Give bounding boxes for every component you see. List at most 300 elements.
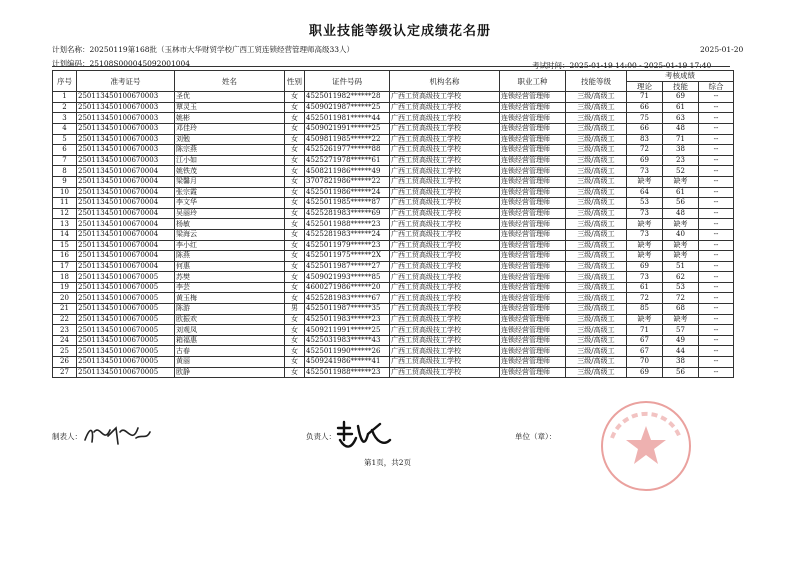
cell-id: 4525011985******87 [305,198,390,209]
table-row [53,314,734,325]
cell-overall: -- [699,155,734,166]
cell-level: 三级/高级工 [566,229,627,240]
cell-ticket: 250113450100670005 [77,357,175,368]
cell-seq: 16 [53,251,77,262]
cell-org: 广西工贸高级技工学校 [390,240,500,251]
cell-org: 广西工贸高级技工学校 [390,145,500,156]
cell-theory: 72 [627,293,663,304]
cell-theory: 66 [627,102,663,113]
cell-gender: 女 [285,102,305,113]
document-date: 2025-01-20 [700,45,744,54]
cell-overall: -- [699,282,734,293]
cell-theory: 75 [627,113,663,124]
col-seq: 序号 [53,71,77,92]
cell-overall: -- [699,166,734,177]
col-gender: 性别 [285,71,305,92]
cell-ticket: 250113450100670003 [77,102,175,113]
cell-theory: 85 [627,304,663,315]
cell-gender: 女 [285,272,305,283]
table-row [53,304,734,315]
preparer-signature [82,422,152,448]
cell-org: 广西工贸高级技工学校 [390,335,500,346]
cell-skill: 72 [663,293,699,304]
cell-seq: 11 [53,198,77,209]
cell-org: 广西工贸高级技工学校 [390,219,500,230]
cell-id: 4525011988******23 [305,219,390,230]
cell-name: 张宗霞 [175,187,285,198]
cell-seq: 4 [53,123,77,134]
cell-overall: -- [699,367,734,378]
cell-skill: 缺考 [663,251,699,262]
cell-overall: -- [699,219,734,230]
cell-overall: -- [699,272,734,283]
cell-name: 李小红 [175,240,285,251]
cell-skill: 49 [663,335,699,346]
table-row [53,261,734,272]
cell-id: 4525011986******24 [305,187,390,198]
cell-skill: 51 [663,261,699,272]
table-row [53,357,734,368]
cell-overall: -- [699,346,734,357]
cell-job: 连锁经营管理师 [500,198,566,209]
cell-gender: 女 [285,293,305,304]
cell-theory: 64 [627,187,663,198]
cell-level: 三级/高级工 [566,240,627,251]
cell-overall: -- [699,208,734,219]
cell-gender: 女 [285,261,305,272]
cell-gender: 女 [285,134,305,145]
cell-overall: -- [699,304,734,315]
cell-theory: 71 [627,325,663,336]
score-roster-table [52,70,734,378]
table-row [53,229,734,240]
cell-seq: 7 [53,155,77,166]
cell-overall: -- [699,251,734,262]
cell-job: 连锁经营管理师 [500,219,566,230]
table-row [53,92,734,103]
table-row [53,176,734,187]
cell-id: 4509241986******41 [305,357,390,368]
cell-id: 4509811985******22 [305,134,390,145]
cell-seq: 23 [53,325,77,336]
cell-gender: 女 [285,145,305,156]
cell-name: 邓佳玲 [175,123,285,134]
cell-theory: 缺考 [627,219,663,230]
cell-job: 连锁经营管理师 [500,357,566,368]
cell-id: 4525011990******26 [305,346,390,357]
cell-id: 4525261977******88 [305,145,390,156]
cell-id: 4525031983******43 [305,335,390,346]
cell-gender: 女 [285,251,305,262]
cell-skill: 48 [663,208,699,219]
cell-org: 广西工贸高级技工学校 [390,229,500,240]
cell-level: 三级/高级工 [566,367,627,378]
cell-job: 连锁经营管理师 [500,155,566,166]
responsible-signature [334,420,394,454]
cell-job: 连锁经营管理师 [500,293,566,304]
cell-ticket: 250113450100670005 [77,304,175,315]
cell-gender: 女 [285,92,305,103]
cell-skill: 57 [663,325,699,336]
cell-level: 三级/高级工 [566,92,627,103]
cell-gender: 女 [285,325,305,336]
cell-org: 广西工贸高级技工学校 [390,272,500,283]
cell-org: 广西工贸高级技工学校 [390,282,500,293]
cell-ticket: 250113450100670003 [77,134,175,145]
cell-skill: 38 [663,357,699,368]
cell-id: 4509021991******25 [305,123,390,134]
cell-job: 连锁经营管理师 [500,145,566,156]
cell-ticket: 250113450100670005 [77,335,175,346]
cell-skill: 61 [663,187,699,198]
cell-org: 广西工贸高级技工学校 [390,123,500,134]
cell-skill: 缺考 [663,240,699,251]
cell-ticket: 250113450100670003 [77,123,175,134]
cell-theory: 69 [627,155,663,166]
cell-seq: 14 [53,229,77,240]
cell-gender: 女 [285,357,305,368]
cell-seq: 20 [53,293,77,304]
cell-org: 广西工贸高级技工学校 [390,367,500,378]
cell-job: 连锁经营管理师 [500,176,566,187]
cell-gender: 女 [285,346,305,357]
cell-job: 连锁经营管理师 [500,229,566,240]
cell-ticket: 250113450100670004 [77,176,175,187]
cell-id: 4525271978******61 [305,155,390,166]
cell-ticket: 250113450100670005 [77,293,175,304]
plan-code: 计划编码：25108S000045092001004 [52,59,191,68]
cell-name: 陈游 [175,304,285,315]
cell-job: 连锁经营管理师 [500,113,566,124]
cell-id: 4525011982******28 [305,92,390,103]
cell-name: 古春 [175,346,285,357]
cell-skill: 56 [663,367,699,378]
cell-name: 梁海云 [175,229,285,240]
cell-theory: 70 [627,357,663,368]
cell-ticket: 250113450100670005 [77,314,175,325]
cell-level: 三级/高级工 [566,102,627,113]
col-overall: 综合 [699,81,734,92]
cell-level: 三级/高级工 [566,282,627,293]
cell-name: 姚铁茂 [175,166,285,177]
cell-id: 4525011987******27 [305,261,390,272]
cell-seq: 13 [53,219,77,230]
unit-seal-label: 单位（章）： [515,432,557,441]
cell-name: 箱福惠 [175,335,285,346]
header-separator [52,66,730,67]
cell-overall: -- [699,335,734,346]
cell-name: 姚彬 [175,113,285,124]
cell-overall: -- [699,261,734,272]
cell-name: 苏樊 [175,272,285,283]
cell-ticket: 250113450100670005 [77,346,175,357]
cell-id: 3707821986******22 [305,176,390,187]
cell-theory: 73 [627,272,663,283]
cell-id: 4600271986******20 [305,282,390,293]
cell-id: 4508211986******49 [305,166,390,177]
cell-ticket: 250113450100670004 [77,166,175,177]
cell-level: 三级/高级工 [566,272,627,283]
cell-overall: -- [699,229,734,240]
cell-name: 陈宗燕 [175,145,285,156]
cell-name: 圣优 [175,92,285,103]
cell-name: 黄丽 [175,357,285,368]
cell-overall: -- [699,113,734,124]
cell-gender: 女 [285,198,305,209]
cell-skill: 68 [663,304,699,315]
cell-gender: 女 [285,240,305,251]
cell-level: 三级/高级工 [566,166,627,177]
col-ticket: 准考证号 [77,71,175,92]
cell-org: 广西工贸高级技工学校 [390,357,500,368]
cell-theory: 73 [627,208,663,219]
cell-name: 黄玉梅 [175,293,285,304]
table-row [53,145,734,156]
cell-skill: 61 [663,102,699,113]
cell-skill: 52 [663,166,699,177]
cell-id: 4525011987******35 [305,304,390,315]
table-row [53,219,734,230]
cell-overall: -- [699,187,734,198]
official-seal-stamp [598,398,694,494]
cell-org: 广西工贸高级技工学校 [390,208,500,219]
cell-job: 连锁经营管理师 [500,261,566,272]
cell-org: 广西工贸高级技工学校 [390,102,500,113]
cell-ticket: 250113450100670004 [77,229,175,240]
cell-theory: 缺考 [627,240,663,251]
cell-ticket: 250113450100670004 [77,240,175,251]
col-org: 机构名称 [390,71,500,92]
cell-ticket: 250113450100670003 [77,155,175,166]
cell-level: 三级/高级工 [566,145,627,156]
cell-id: 4509211991******25 [305,325,390,336]
cell-name: 杨敏 [175,219,285,230]
cell-job: 连锁经营管理师 [500,166,566,177]
cell-theory: 73 [627,166,663,177]
cell-name: 李芸 [175,282,285,293]
cell-org: 广西工贸高级技工学校 [390,113,500,124]
cell-overall: -- [699,325,734,336]
cell-level: 三级/高级工 [566,335,627,346]
cell-job: 连锁经营管理师 [500,123,566,134]
table-row [53,251,734,262]
cell-id: 4525011975******2X [305,251,390,262]
cell-name: 李文华 [175,198,285,209]
cell-level: 三级/高级工 [566,261,627,272]
table-row [53,102,734,113]
cell-gender: 女 [285,208,305,219]
cell-overall: -- [699,240,734,251]
cell-id: 4525011988******23 [305,367,390,378]
cell-job: 连锁经营管理师 [500,335,566,346]
cell-skill: 63 [663,113,699,124]
cell-name: 欧振欢 [175,314,285,325]
cell-id: 4509021993******85 [305,272,390,283]
cell-theory: 61 [627,282,663,293]
cell-org: 广西工贸高级技工学校 [390,251,500,262]
cell-overall: -- [699,176,734,187]
cell-job: 连锁经营管理师 [500,367,566,378]
table-row [53,346,734,357]
cell-seq: 17 [53,261,77,272]
cell-name: 江小如 [175,155,285,166]
cell-level: 三级/高级工 [566,251,627,262]
cell-level: 三级/高级工 [566,357,627,368]
cell-gender: 男 [285,304,305,315]
cell-skill: 56 [663,198,699,209]
plan-name: 计划名称：20250119第168批（玉林市大华财贸学校广西工贸连锁经营管理师高级33人） [52,45,355,54]
responsible-label: 负责人： [306,432,336,441]
cell-org: 广西工贸高级技工学校 [390,134,500,145]
cell-theory: 缺考 [627,314,663,325]
col-theory: 理论 [627,81,663,92]
cell-level: 三级/高级工 [566,304,627,315]
cell-name: 刘勉 [175,134,285,145]
cell-theory: 53 [627,198,663,209]
cell-ticket: 250113450100670005 [77,272,175,283]
cell-skill: 71 [663,134,699,145]
table-row [53,325,734,336]
cell-overall: -- [699,314,734,325]
cell-seq: 2 [53,102,77,113]
col-skill: 技能 [663,81,699,92]
cell-job: 连锁经营管理师 [500,314,566,325]
cell-theory: 73 [627,229,663,240]
cell-ticket: 250113450100670005 [77,367,175,378]
cell-seq: 15 [53,240,77,251]
cell-ticket: 250113450100670003 [77,92,175,103]
cell-seq: 10 [53,187,77,198]
cell-seq: 24 [53,335,77,346]
cell-name: 陈燕 [175,251,285,262]
cell-overall: -- [699,123,734,134]
cell-theory: 72 [627,145,663,156]
table-row [53,208,734,219]
cell-level: 三级/高级工 [566,123,627,134]
cell-org: 广西工贸高级技工学校 [390,314,500,325]
cell-seq: 26 [53,357,77,368]
cell-level: 三级/高级工 [566,314,627,325]
table-row [53,166,734,177]
table-row [53,282,734,293]
table-row [53,293,734,304]
table-row [53,113,734,124]
cell-gender: 女 [285,219,305,230]
table-row [53,155,734,166]
cell-name: 梁馨月 [175,176,285,187]
cell-ticket: 250113450100670003 [77,145,175,156]
cell-level: 三级/高级工 [566,208,627,219]
cell-ticket: 250113450100670004 [77,251,175,262]
cell-level: 三级/高级工 [566,219,627,230]
cell-ticket: 250113450100670005 [77,325,175,336]
cell-seq: 5 [53,134,77,145]
cell-overall: -- [699,102,734,113]
cell-skill: 缺考 [663,219,699,230]
col-scores: 考核成绩 [627,71,734,82]
cell-gender: 女 [285,367,305,378]
cell-seq: 21 [53,304,77,315]
cell-skill: 40 [663,229,699,240]
cell-job: 连锁经营管理师 [500,102,566,113]
cell-theory: 83 [627,134,663,145]
cell-skill: 23 [663,155,699,166]
cell-org: 广西工贸高级技工学校 [390,293,500,304]
cell-id: 4525011983******23 [305,314,390,325]
cell-name: 何惠 [175,261,285,272]
cell-seq: 3 [53,113,77,124]
cell-gender: 女 [285,176,305,187]
cell-gender: 女 [285,123,305,134]
cell-job: 连锁经营管理师 [500,92,566,103]
cell-name: 刘观凤 [175,325,285,336]
cell-job: 连锁经营管理师 [500,346,566,357]
cell-ticket: 250113450100670004 [77,198,175,209]
cell-id: 4509021987******25 [305,102,390,113]
cell-theory: 69 [627,261,663,272]
col-level: 技能等级 [566,71,627,92]
cell-gender: 女 [285,155,305,166]
cell-overall: -- [699,134,734,145]
cell-seq: 22 [53,314,77,325]
cell-job: 连锁经营管理师 [500,282,566,293]
cell-seq: 12 [53,208,77,219]
cell-theory: 66 [627,123,663,134]
cell-org: 广西工贸高级技工学校 [390,325,500,336]
col-job: 职业工种 [500,71,566,92]
cell-ticket: 250113450100670003 [77,113,175,124]
cell-theory: 67 [627,335,663,346]
cell-name: 覃灵玉 [175,102,285,113]
cell-job: 连锁经营管理师 [500,251,566,262]
cell-skill: 69 [663,92,699,103]
cell-theory: 69 [627,367,663,378]
cell-overall: -- [699,357,734,368]
cell-org: 广西工贸高级技工学校 [390,261,500,272]
exam-time: 考试时间：2025-01-19 14:00 - 2025-01-19 17:40 [532,61,712,70]
cell-skill: 缺考 [663,314,699,325]
cell-level: 三级/高级工 [566,187,627,198]
cell-org: 广西工贸高级技工学校 [390,176,500,187]
cell-level: 三级/高级工 [566,346,627,357]
cell-overall: -- [699,293,734,304]
cell-job: 连锁经营管理师 [500,208,566,219]
cell-seq: 9 [53,176,77,187]
cell-seq: 1 [53,92,77,103]
cell-overall: -- [699,145,734,156]
cell-skill: 48 [663,123,699,134]
cell-seq: 27 [53,367,77,378]
page-indicator: 第1页，共2页 [364,458,412,467]
cell-level: 三级/高级工 [566,293,627,304]
col-name: 姓名 [175,71,285,92]
cell-theory: 71 [627,92,663,103]
cell-level: 三级/高级工 [566,113,627,124]
cell-ticket: 250113450100670004 [77,261,175,272]
cell-id: 4525281983******24 [305,229,390,240]
table-row [53,240,734,251]
cell-name: 吴丽玲 [175,208,285,219]
cell-job: 连锁经营管理师 [500,304,566,315]
cell-org: 广西工贸高级技工学校 [390,346,500,357]
cell-skill: 44 [663,346,699,357]
cell-seq: 19 [53,282,77,293]
cell-org: 广西工贸高级技工学校 [390,198,500,209]
cell-gender: 女 [285,335,305,346]
cell-id: 4525011981******44 [305,113,390,124]
cell-ticket: 250113450100670004 [77,187,175,198]
cell-ticket: 250113450100670005 [77,282,175,293]
